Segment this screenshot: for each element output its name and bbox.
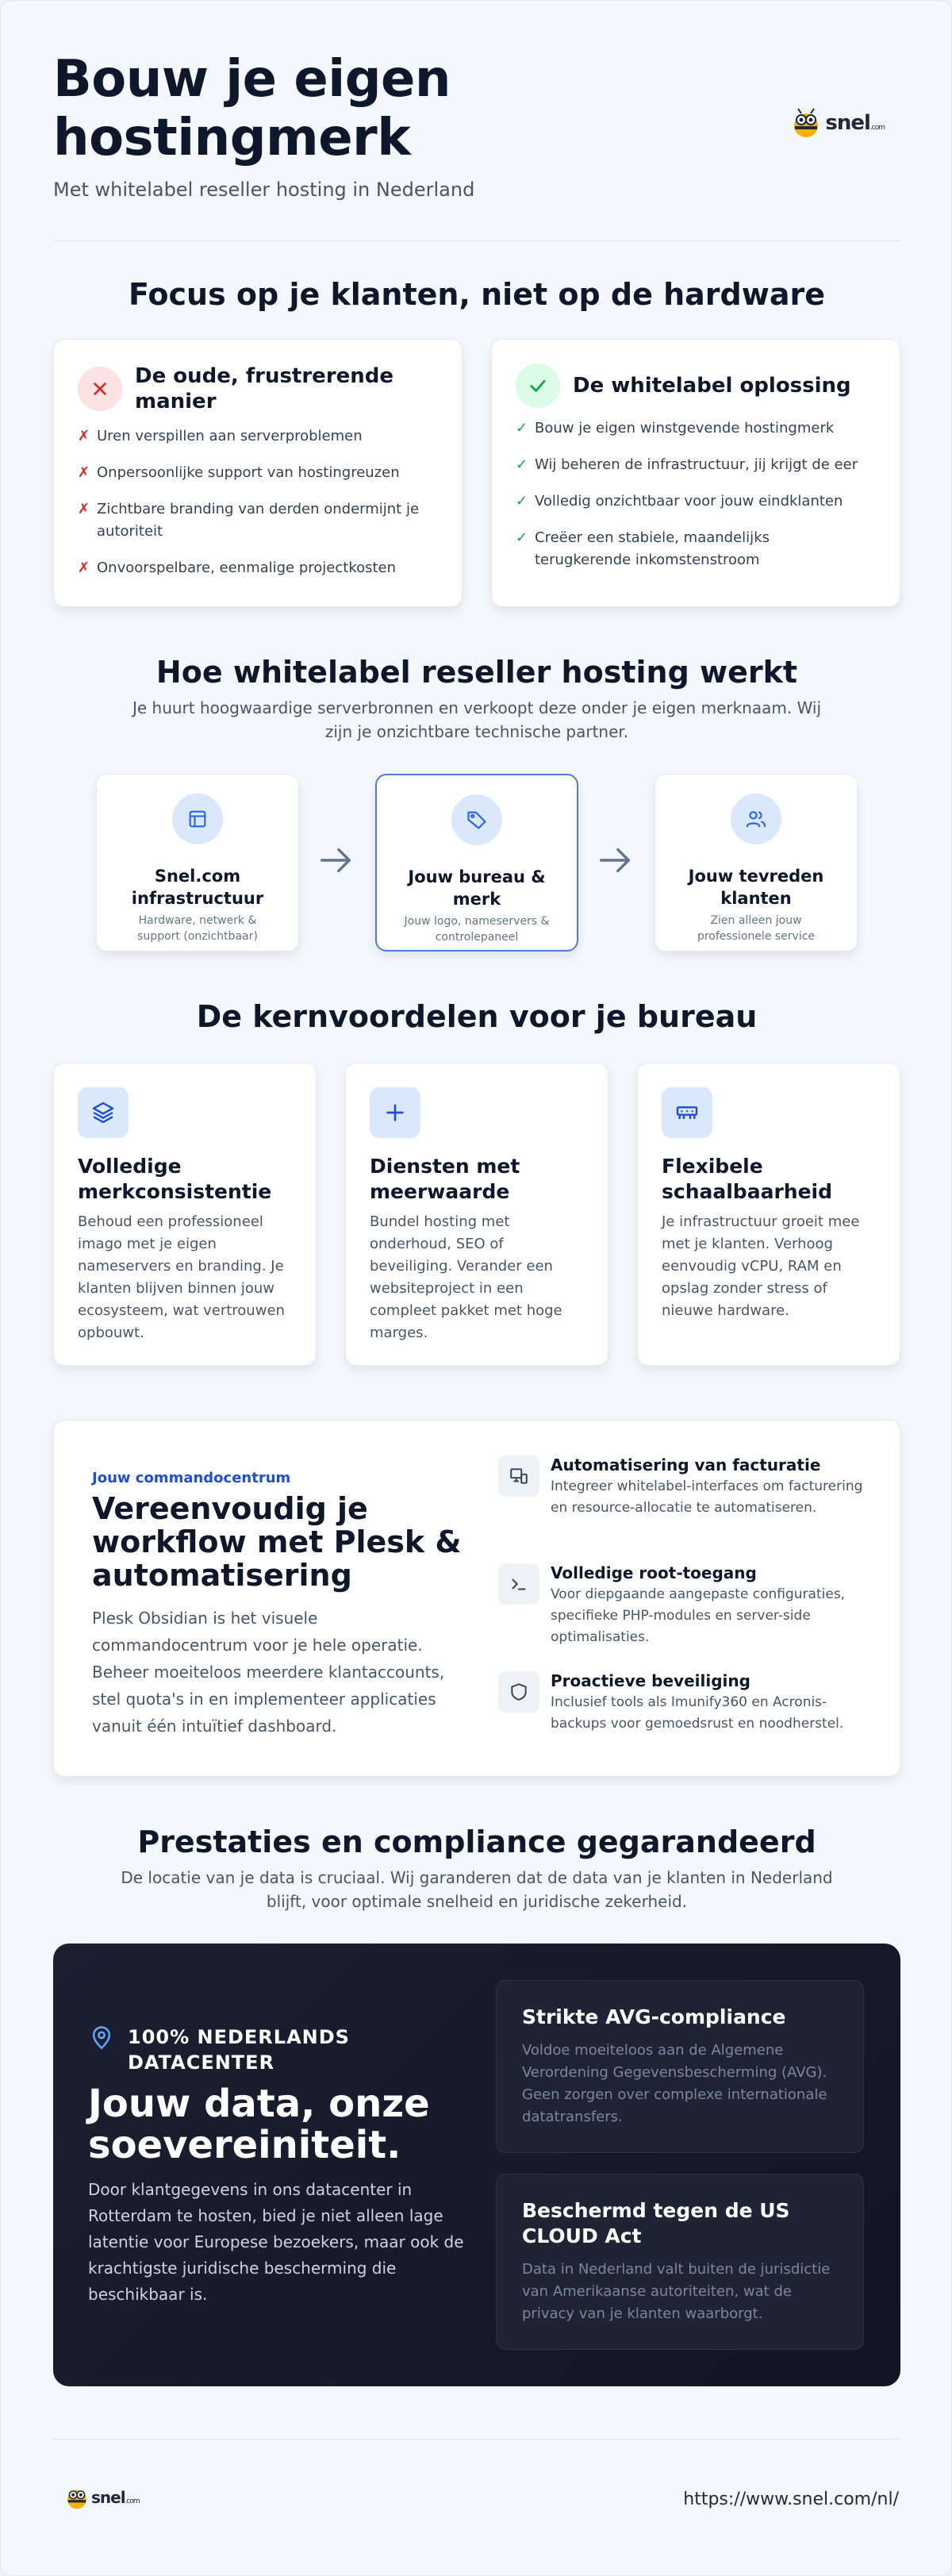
how-section-subtitle: Je huurt hoogwaardige serverbronnen en verkoopt deze onder je eigen merknaam. Wij zijn je onzichtbare technische partner. xyxy=(132,698,822,741)
compliance-section-subtitle: De locatie van je data is cruciaal. Wij garanderen dat de data van je klanten in Nederland blijft, voor optimale snelheid en juridische zekerheid. xyxy=(121,1868,833,1911)
divider xyxy=(53,240,900,241)
footer-logo[interactable] xyxy=(64,2485,140,2510)
layers-icon xyxy=(78,1087,129,1138)
benefit-description: Je infrastructuur groeit mee met je klanten. Verhoog eenvoudig vCPU, RAM en opslag zonder stress of nieuwe hardware. xyxy=(662,1213,860,1319)
solution-list xyxy=(516,417,868,586)
checkmark-icon: ✓ xyxy=(516,420,528,436)
list-item: ✓ Creëer een stabiele, maandelijks terugkerende inkomstenstroom xyxy=(516,527,868,571)
devices-icon xyxy=(498,1455,539,1497)
feature-description: Inclusief tools als Imunify360 en Acronis-backups voor gemoedsrust en noodherstel. xyxy=(551,1694,844,1732)
old-way-title: De oude, frustrerende manier xyxy=(135,364,394,413)
list-item: ✓ Volledig onzichtbaar voor jouw eindklanten xyxy=(516,490,868,513)
gdpr-title: Strikte AVG-compliance xyxy=(522,2005,786,2028)
close-icon xyxy=(78,367,122,411)
benefit-title: Flexibele schaalbaarheid xyxy=(662,1155,832,1203)
datacenter-label: 100% NEDERLANDS DATACENTER xyxy=(128,2026,350,2074)
benefit-card-added-value xyxy=(345,1063,608,1366)
brand-logo-text: snel.com xyxy=(825,111,885,135)
feature-description: Integreer whitelabel-interfaces om facturering en resource-allocatie te automatiseren. xyxy=(551,1478,863,1516)
step-title: Jouw bureau & merk xyxy=(408,867,546,909)
layout-icon xyxy=(172,794,223,844)
step-title: Jouw tevreden klanten xyxy=(688,867,824,908)
cloud-act-card xyxy=(496,2174,864,2350)
checkmark-icon: ✓ xyxy=(516,493,528,509)
old-way-list xyxy=(78,425,430,594)
step-description: Zien alleen jouw professionele service xyxy=(697,914,816,943)
footer-logo-text: snel.com xyxy=(91,2488,140,2507)
plesk-title: Vereenvoudig je workflow met Plesk & automatisering xyxy=(92,1491,462,1593)
cross-icon: ✗ xyxy=(78,428,90,444)
step-agency-brand xyxy=(375,774,578,952)
list-item: ✗ Zichtbare branding van derden ondermijnt je autoriteit xyxy=(78,498,430,543)
step-title: Snel.com infrastructuur xyxy=(131,867,264,908)
cloud-act-title: Beschermd tegen de US CLOUD Act xyxy=(522,2199,790,2247)
compliance-section-title: Prestaties en compliance gegarandeerd xyxy=(137,1824,816,1859)
benefit-card-scalability xyxy=(637,1063,900,1366)
page-title-line-1: Bouw je eigen xyxy=(53,50,451,109)
data-sovereignty-panel xyxy=(53,1944,900,2386)
benefit-title: Diensten met meerwaarde xyxy=(370,1155,520,1203)
old-way-card xyxy=(53,339,463,607)
bee-mascot-icon xyxy=(790,107,822,139)
cloud-act-description: Data in Nederland valt buiten de jurisdictie van Amerikaanse autoriteiten, wat de privacy van je klanten waarborgt. xyxy=(522,2261,831,2322)
divider xyxy=(53,2439,900,2440)
arrow-right-icon xyxy=(597,842,633,879)
step-description: Jouw logo, nameservers & controlepaneel xyxy=(404,915,550,944)
step-happy-clients xyxy=(654,774,858,952)
plesk-eyebrow: Jouw commandocentrum xyxy=(92,1470,291,1486)
benefits-section-title: De kernvoordelen voor je bureau xyxy=(196,999,758,1034)
benefit-title: Volledige merkconsistentie xyxy=(78,1155,272,1203)
feature-title: Volledige root-toegang xyxy=(551,1563,757,1582)
feature-title: Proactieve beveiliging xyxy=(551,1671,750,1690)
list-item: ✗ Onpersoonlijke support van hostingreuzen xyxy=(78,462,430,484)
feature-description: Voor diepgaande aangepaste configuraties, specifieke PHP-modules en server-side optimalisaties. xyxy=(551,1586,846,1645)
list-item: ✓ Bouw je eigen winstgevende hostingmerk xyxy=(516,417,868,440)
step-description: Hardware, netwerk & support (onzichtbaar) xyxy=(137,914,258,943)
benefit-description: Behoud een professioneel imago met je eigen nameservers en branding. Je klanten blijven binnen jouw ecosysteem, wat vertrouwen opbouwt. xyxy=(78,1213,285,1341)
datacenter-location xyxy=(88,2024,390,2075)
page-subtitle: Met whitelabel reseller hosting in Nederland xyxy=(53,179,475,201)
page-title xyxy=(53,50,900,167)
check-icon xyxy=(516,363,560,408)
tag-icon xyxy=(451,794,502,845)
plus-icon xyxy=(370,1087,420,1138)
benefit-description: Bundel hosting met onderhoud, SEO of beveiliging. Verander een websiteproject in een compleet pakket met hoge marges. xyxy=(370,1213,562,1341)
solution-title: De whitelabel oplossing xyxy=(573,374,851,398)
sovereignty-description: Door klantgegevens in ons datacenter in Rotterdam te hosten, bied je niet alleen lage latentie voor Europese bezoekers, maar ook de krachtigste juridische bescherming die beschikbaar is. xyxy=(88,2180,464,2304)
checkmark-icon: ✓ xyxy=(516,529,528,546)
solution-header xyxy=(516,363,881,408)
how-section-title: Hoe whitelabel reseller hosting werkt xyxy=(155,655,798,690)
list-item: ✗ Onvoorspelbare, eenmalige projectkosten xyxy=(78,557,430,579)
list-item: ✓ Wij beheren de infrastructuur, jij krijgt de eer xyxy=(516,454,868,476)
cross-icon: ✗ xyxy=(78,501,90,517)
cross-icon: ✗ xyxy=(78,464,90,481)
benefit-card-brand-consistency xyxy=(53,1063,317,1366)
users-icon xyxy=(731,794,781,844)
bee-mascot-icon xyxy=(64,2485,90,2510)
shield-icon xyxy=(498,1671,539,1713)
arrow-right-icon xyxy=(317,842,354,879)
gdpr-card xyxy=(496,1980,864,2153)
plesk-card xyxy=(53,1420,900,1777)
page-header xyxy=(53,50,900,240)
brand-logo[interactable] xyxy=(790,107,885,139)
list-item: ✗ Uren verspillen aan serverproblemen xyxy=(78,425,430,448)
terminal-icon xyxy=(498,1563,539,1605)
step-infrastructure xyxy=(96,774,299,952)
cross-icon: ✗ xyxy=(78,559,90,576)
page-title-line-2: hostingmerk xyxy=(53,109,411,167)
whitelabel-solution-card xyxy=(491,339,900,607)
map-pin-icon xyxy=(88,2024,115,2051)
plesk-description: Plesk Obsidian is het visuele commandocentrum voor je hele operatie. Beheer moeiteloos meerdere klantaccounts, stel quota's in en implementeer applicaties vanuit één intuïtief dashboard. xyxy=(92,1609,445,1736)
feature-title: Automatisering van facturatie xyxy=(551,1455,821,1474)
focus-section-title: Focus op je klanten, niet op de hardware xyxy=(128,277,826,312)
sovereignty-title: Jouw data, onze soevereiniteit. xyxy=(88,2082,430,2167)
old-way-header xyxy=(78,363,443,414)
checkmark-icon: ✓ xyxy=(516,456,528,473)
memory-icon xyxy=(662,1087,712,1138)
footer-url-link[interactable]: https://www.snel.com/nl/ xyxy=(683,2489,899,2509)
gdpr-description: Voldoe moeiteloos aan de Algemene Verordening Gegevensbescherming (AVG). Geen zorgen over complexe internationale datatransfers. xyxy=(522,2042,827,2125)
